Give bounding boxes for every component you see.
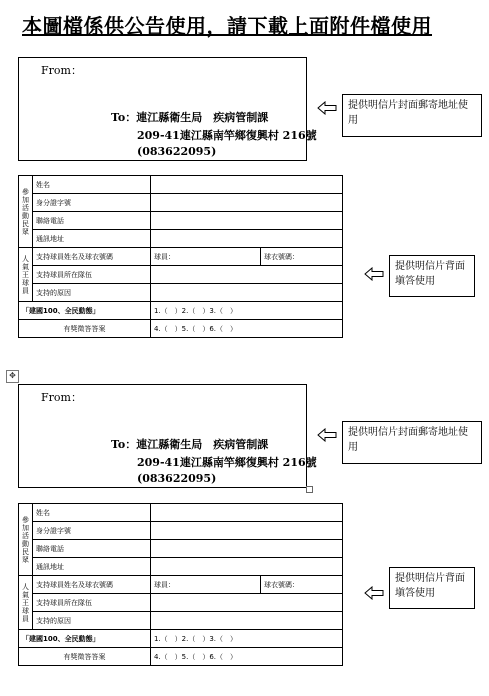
postcard-back-form-1 (18, 175, 343, 338)
player-prefix: 球員： (151, 248, 261, 266)
left-arrow-icon (364, 267, 384, 281)
field-phone-label: 聯絡電話 (33, 540, 151, 558)
field-reason-value (151, 612, 343, 630)
postcard-front-2 (18, 384, 317, 488)
postcard-back-form-2 (18, 503, 343, 666)
field-team-value (151, 594, 343, 612)
answers-row-1: 1.（ ）2.（ ）3.（ ） (151, 630, 343, 648)
player-group-label: 人氣王球員 (19, 248, 33, 302)
field-id-label: 身分證字號 (33, 194, 151, 212)
answer-title: 「建國100、全民動態」 (19, 302, 151, 320)
note-back-answer: 提供明信片背面塡答使用 (389, 255, 475, 297)
note-front-address: 提供明信片封面郵寄地址使用 (342, 421, 482, 464)
field-phone-value (151, 540, 343, 558)
to-line: To：連江縣衛生局 疾病管制課 (111, 111, 269, 124)
field-player-label: 支持球員姓名及球衣號碼 (33, 248, 151, 266)
recipient-phone: (083622095) (137, 472, 217, 485)
answer-subtitle: 有獎徵答答案 (19, 648, 151, 666)
field-team-label: 支持球員所在隊伍 (33, 594, 151, 612)
player-group-label: 人氣王球員 (19, 576, 33, 630)
field-id-label: 身分證字號 (33, 522, 151, 540)
field-name-label: 姓名 (33, 504, 151, 522)
field-player-label: 支持球員姓名及球衣號碼 (33, 576, 151, 594)
field-address-value (151, 558, 343, 576)
note-front-address: 提供明信片封面郵寄地址使用 (342, 94, 482, 137)
field-id-value (151, 194, 343, 212)
resize-handle[interactable] (306, 486, 313, 493)
recipient-phone: (083622095) (137, 145, 217, 158)
recipient-address: 209-41連江縣南竿鄉復興村 216號 (137, 129, 317, 142)
answers-row-1: 1.（ ）2.（ ）3.（ ） (151, 302, 343, 320)
field-name-label: 姓名 (33, 176, 151, 194)
table-move-handle-icon[interactable]: ✥ (6, 370, 19, 383)
player-prefix: 球員： (151, 576, 261, 594)
field-team-value (151, 266, 343, 284)
left-arrow-icon (317, 428, 337, 442)
field-name-value (151, 176, 343, 194)
field-name-value (151, 504, 343, 522)
field-address-label: 通訊地址 (33, 230, 151, 248)
field-phone-value (151, 212, 343, 230)
page-title: 本圖檔係供公告使用，請下載上面附件檔使用 (22, 14, 432, 38)
field-phone-label: 聯絡電話 (33, 212, 151, 230)
left-arrow-icon (364, 586, 384, 600)
recipient-address: 209-41連江縣南竿鄉復興村 216號 (137, 456, 317, 469)
from-label: From： (41, 391, 82, 404)
to-line: To：連江縣衛生局 疾病管制課 (111, 438, 269, 451)
jersey-prefix: 球衣號碼： (261, 576, 343, 594)
field-address-label: 通訊地址 (33, 558, 151, 576)
field-reason-label: 支持的原因 (33, 284, 151, 302)
answers-row-2: 4.（ ）5.（ ）6.（ ） (151, 320, 343, 338)
field-id-value (151, 522, 343, 540)
participant-group-label: 參加活動民眾 (19, 176, 33, 248)
answer-subtitle: 有獎徵答答案 (19, 320, 151, 338)
participant-group-label: 參加活動民眾 (19, 504, 33, 576)
answer-title: 「建國100、全民動態」 (19, 630, 151, 648)
field-team-label: 支持球員所在隊伍 (33, 266, 151, 284)
jersey-prefix: 球衣號碼： (261, 248, 343, 266)
answers-row-2: 4.（ ）5.（ ）6.（ ） (151, 648, 343, 666)
field-address-value (151, 230, 343, 248)
field-reason-label: 支持的原因 (33, 612, 151, 630)
postcard-front-1 (18, 57, 317, 161)
field-reason-value (151, 284, 343, 302)
left-arrow-icon (317, 101, 337, 115)
from-label: From： (41, 64, 82, 77)
note-back-answer: 提供明信片背面塡答使用 (389, 567, 475, 609)
